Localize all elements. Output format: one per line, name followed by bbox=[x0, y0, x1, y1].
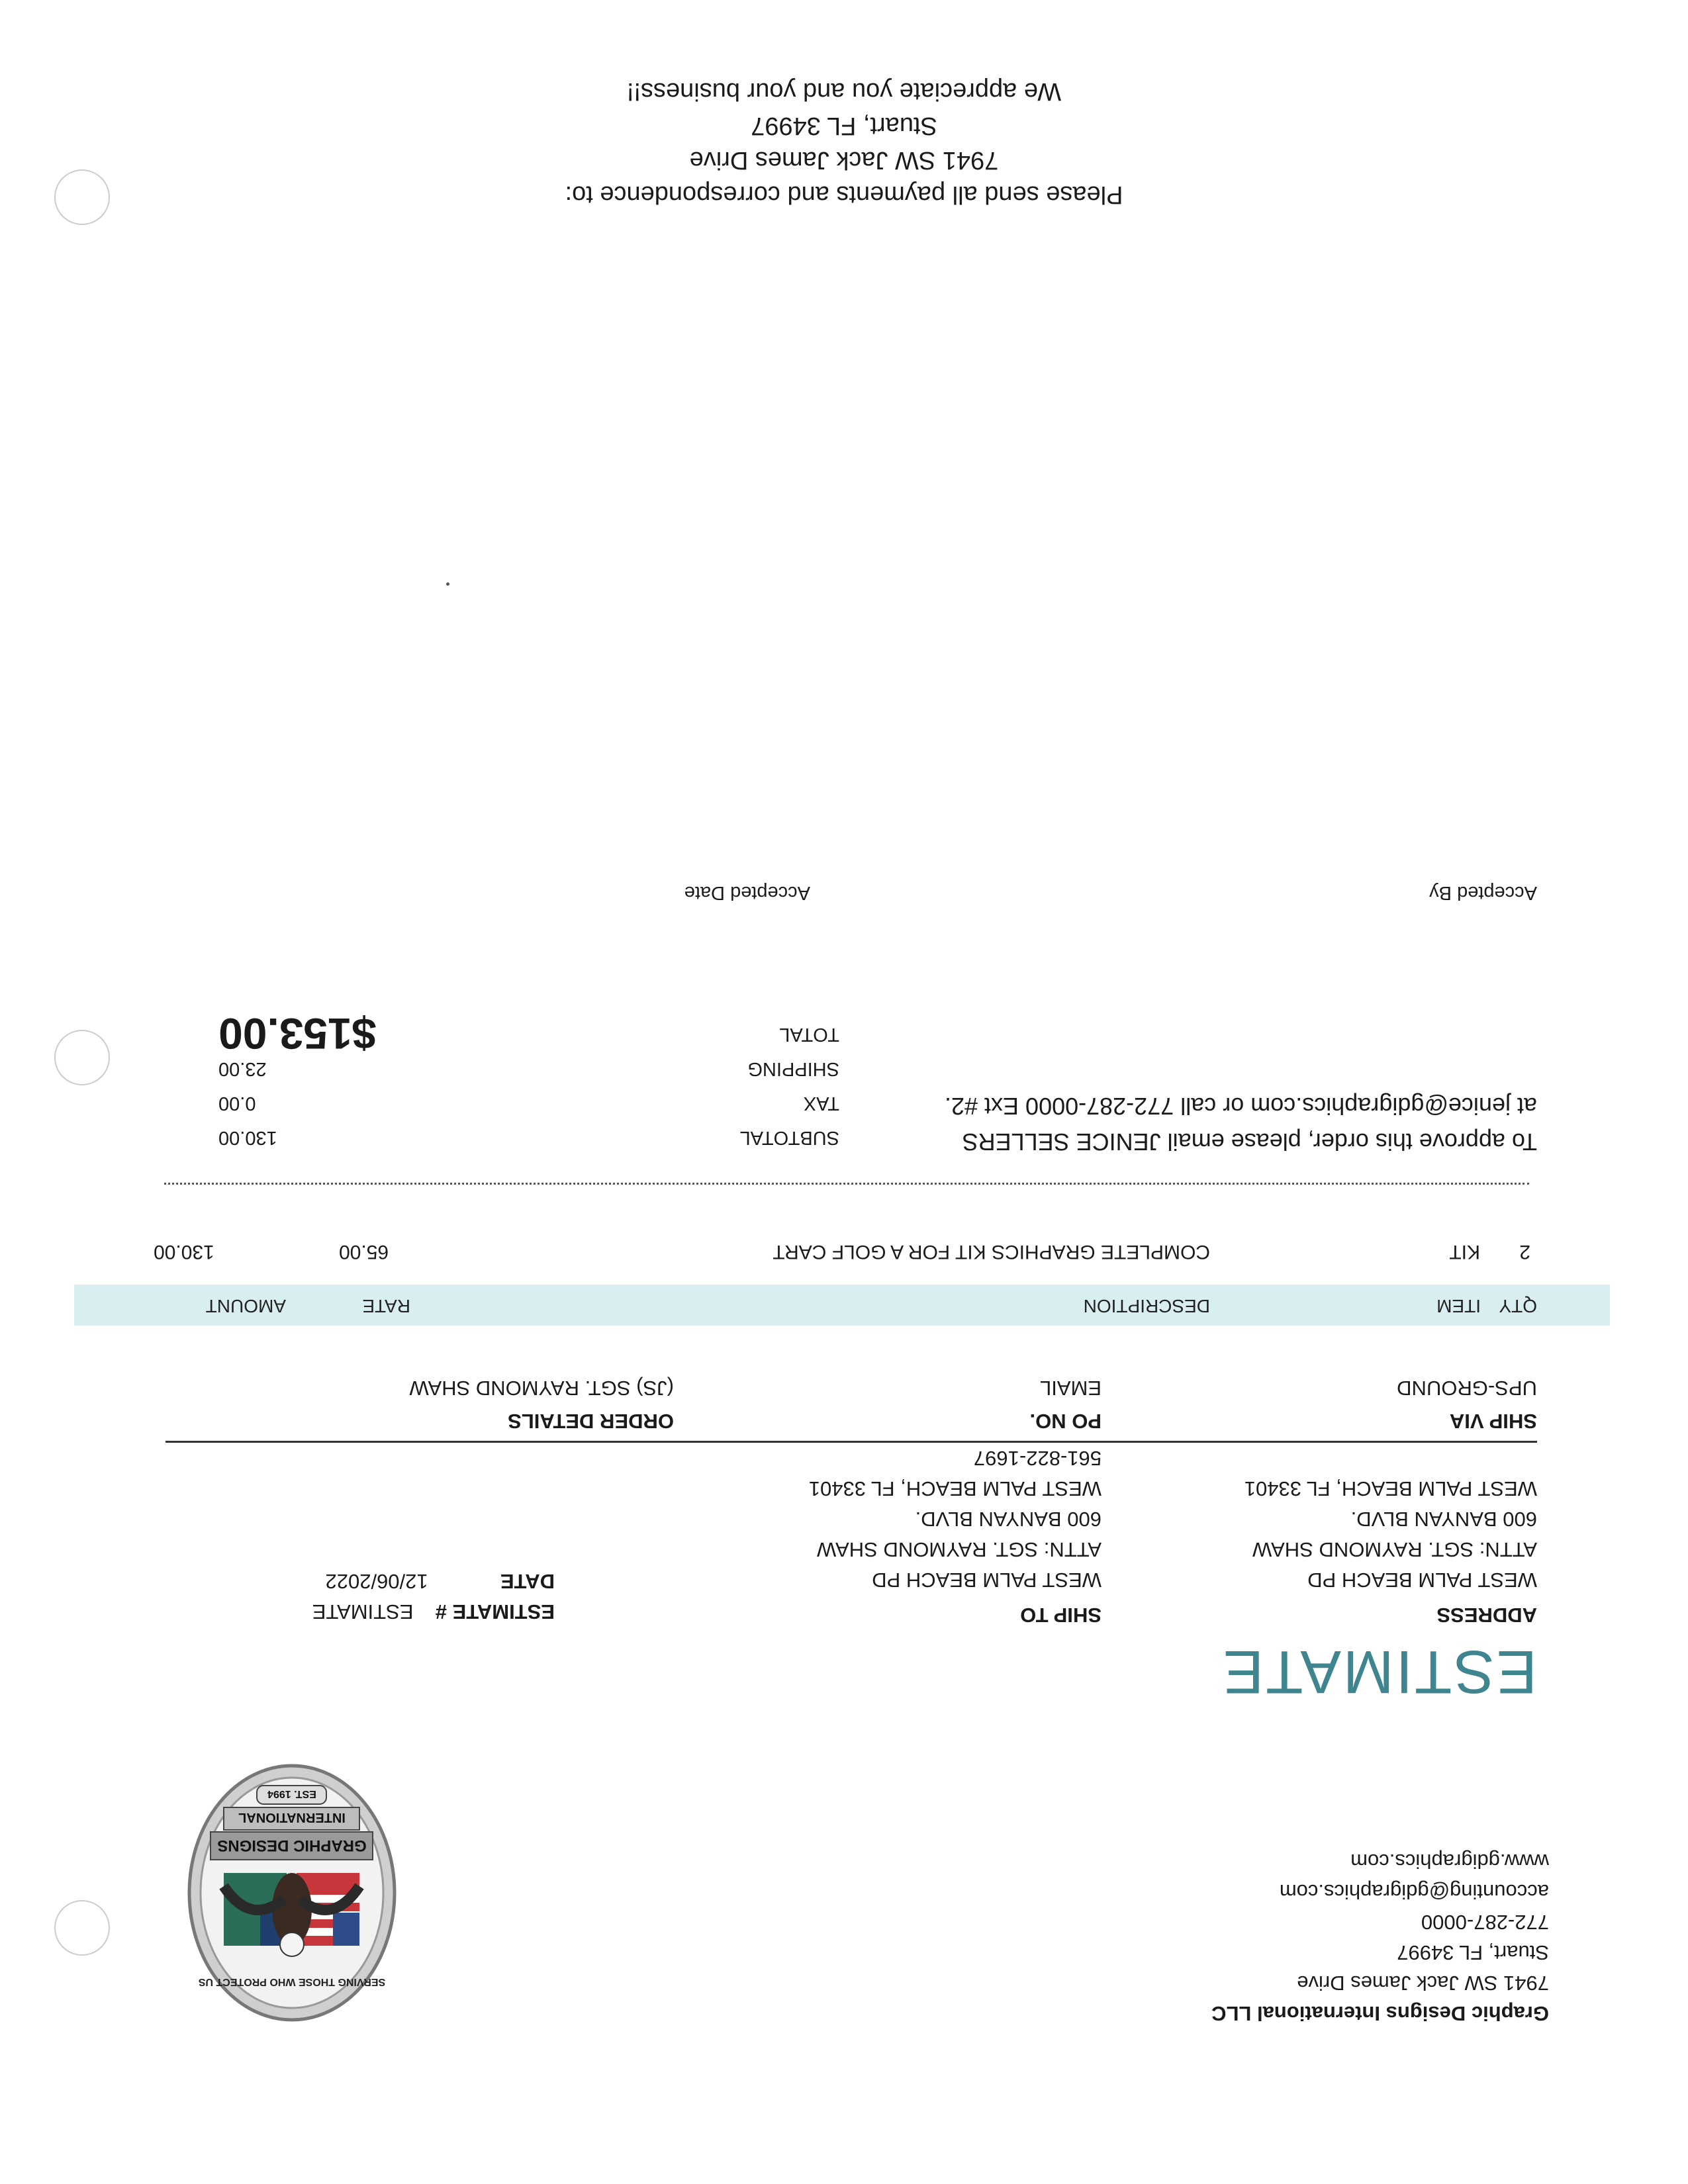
company-name: Graphic Designs International LLC bbox=[1211, 2002, 1549, 2025]
company-info bbox=[1211, 1846, 1549, 2028]
estimate-number-value: ESTIMATE bbox=[312, 1600, 414, 1623]
ship-to-line: WEST PALM BEACH, FL 33401 bbox=[808, 1477, 1102, 1500]
punch-hole bbox=[54, 1900, 110, 1956]
address-line: WEST PALM BEACH, FL 33401 bbox=[1244, 1477, 1537, 1500]
address-line: 600 BANYAN BLVD. bbox=[1350, 1508, 1537, 1531]
shipping-label: SHIPPING bbox=[747, 1058, 839, 1079]
company-phone: 772-287-0000 bbox=[1421, 1911, 1549, 1934]
ship-to-phone: 561-822-1697 bbox=[973, 1447, 1102, 1470]
order-details-value: (JS) SGT. RAYMOND SHAW bbox=[409, 1377, 674, 1400]
accepted-by-label: Accepted By bbox=[1429, 882, 1537, 903]
footer-line: Stuart, FL 34997 bbox=[751, 112, 937, 140]
punch-hole bbox=[54, 1030, 110, 1085]
col-qty: QTY bbox=[1499, 1296, 1537, 1316]
order-details-label: ORDER DETAILS bbox=[508, 1410, 674, 1433]
address-label: ADDRESS bbox=[1436, 1604, 1537, 1627]
company-email: accounting@gdigraphics.com bbox=[1279, 1880, 1549, 1903]
logo-text-name: GRAPHIC DESIGNS bbox=[217, 1837, 367, 1854]
table-row bbox=[74, 1230, 1610, 1263]
payment-footer bbox=[0, 74, 1688, 212]
company-website: www.gdigraphics.com bbox=[1350, 1850, 1549, 1873]
totals-values bbox=[218, 1052, 364, 1155]
company-street: 7941 SW Jack James Drive bbox=[1297, 1972, 1549, 1995]
col-amount: AMOUNT bbox=[205, 1296, 286, 1316]
col-rate: RATE bbox=[362, 1296, 410, 1316]
scan-speck bbox=[446, 582, 449, 586]
approval-note-line: at jenice@gdigraphics.com or call 772-287-0000 Ext #2. bbox=[944, 1093, 1537, 1120]
shipping-value: 23.00 bbox=[218, 1058, 267, 1079]
ship-to-line: WEST PALM BEACH PD bbox=[872, 1569, 1102, 1592]
subtotal-label: SUBTOTAL bbox=[739, 1127, 839, 1148]
total-label: TOTAL bbox=[779, 1024, 839, 1045]
footer-line: We appreciate you and your business!! bbox=[626, 77, 1062, 105]
po-number-label: PO NO. bbox=[1029, 1410, 1102, 1433]
row-qty: 2 bbox=[1519, 1241, 1530, 1263]
table-header bbox=[74, 1285, 1610, 1326]
po-number-value: EMAIL bbox=[1039, 1377, 1102, 1400]
logo-text-international: INTERNATIONAL bbox=[238, 1810, 346, 1825]
accepted-date-label: Accepted Date bbox=[684, 882, 810, 903]
ship-via-label: SHIP VIA bbox=[1449, 1410, 1537, 1433]
tax-value: 0.00 bbox=[218, 1093, 256, 1114]
estimate-meta bbox=[312, 1566, 555, 1627]
approval-note-line: To approve this order, please email JENICE SELLERS bbox=[962, 1128, 1537, 1156]
footer-line: 7941 SW Jack James Drive bbox=[689, 146, 999, 174]
col-item: ITEM bbox=[1436, 1296, 1481, 1316]
company-city: Stuart, FL 34997 bbox=[1397, 1941, 1549, 1964]
shipping-address bbox=[809, 1443, 1102, 1595]
logo-text-est: EST. 1994 bbox=[267, 1788, 316, 1799]
totals-divider bbox=[164, 1183, 1529, 1185]
row-description: COMPLETE GRAPHICS KIT FOR A GOLF CART bbox=[773, 1241, 1210, 1263]
section-divider bbox=[165, 1441, 1537, 1443]
punch-hole bbox=[54, 169, 110, 225]
date-value: 12/06/2022 bbox=[325, 1570, 428, 1593]
total-value: $153.00 bbox=[218, 1009, 377, 1058]
ship-via-value: UPS-GROUND bbox=[1397, 1377, 1537, 1400]
document-title: ESTIMATE bbox=[1221, 1638, 1537, 1706]
row-item: KIT bbox=[1449, 1241, 1480, 1263]
row-rate: 65.00 bbox=[339, 1241, 389, 1263]
tax-label: TAX bbox=[803, 1093, 839, 1114]
address-line: WEST PALM BEACH PD bbox=[1307, 1569, 1537, 1592]
address-line: ATTN: SGT. RAYMOND SHAW bbox=[1252, 1538, 1537, 1561]
ship-to-line: 600 BANYAN BLVD. bbox=[915, 1508, 1102, 1531]
estimate-number-label: ESTIMATE # bbox=[435, 1600, 555, 1623]
row-amount: 130.00 bbox=[154, 1241, 214, 1263]
logo-text-motto: SERVING THOSE WHO PROTECT US bbox=[198, 1976, 386, 1987]
footer-line: Please send all payments and correspondence to: bbox=[565, 181, 1123, 208]
company-seal-logo bbox=[184, 1760, 399, 2025]
ship-to-line: ATTN: SGT. RAYMOND SHAW bbox=[817, 1538, 1102, 1561]
ship-to-label: SHIP TO bbox=[1020, 1604, 1102, 1627]
billing-address bbox=[1244, 1473, 1537, 1595]
subtotal-value: 130.00 bbox=[218, 1127, 277, 1148]
totals-labels bbox=[740, 1017, 839, 1155]
date-label: DATE bbox=[500, 1570, 555, 1593]
approval-note bbox=[945, 1088, 1537, 1160]
col-description: DESCRIPTION bbox=[1083, 1296, 1210, 1316]
